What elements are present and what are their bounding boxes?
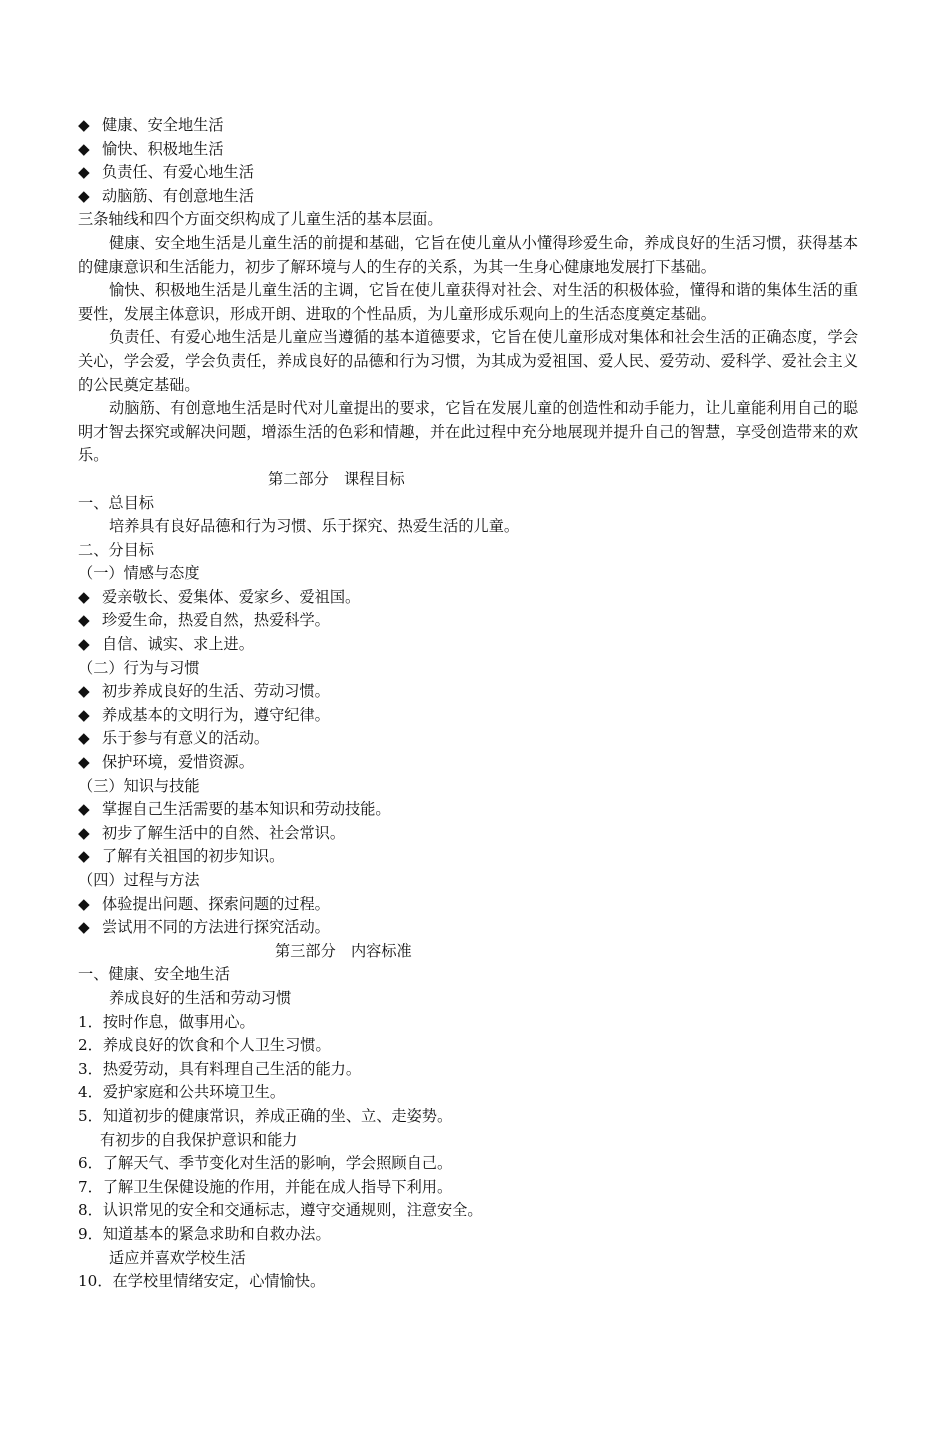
list-item-text: 保护环境，爱惜资源。 — [102, 753, 254, 772]
list-item-text: 珍爱生命，热爱自然，热爱科学。 — [102, 611, 330, 630]
diamond-bullet-icon: ◆ — [78, 635, 90, 654]
list-item — [78, 633, 858, 657]
group-label: （一）情感与态度 — [78, 564, 200, 583]
list-item-text: 掌握自己生活需要的基本知识和劳动技能。 — [102, 800, 391, 819]
numbered-item: 9．知道基本的紧急求助和自救办法。 — [78, 1224, 331, 1243]
list-item-text: 动脑筋、有创意地生活 — [102, 186, 254, 205]
list-item-text: 体验提出问题、探索问题的过程。 — [102, 894, 330, 913]
part3-title: 第三部分 内容标准 — [275, 941, 412, 960]
diamond-bullet-icon: ◆ — [78, 753, 90, 772]
goal-group-behavior — [78, 657, 858, 775]
diamond-bullet-icon: ◆ — [78, 682, 90, 701]
goal-group-knowledge — [78, 775, 858, 869]
list-item-text: 负责任、有爱心地生活 — [102, 163, 254, 182]
goal-group-process — [78, 869, 858, 940]
numbered-item: 8．认识常见的安全和交通标志，遵守交通规则，注意安全。 — [78, 1201, 483, 1220]
paragraph-creative: 动脑筋、有创意地生活是时代对儿童提出的要求，它旨在发展儿童的创造性和动手能力，让儿童能利用自己的聪明才智去探究或解决问题，增添生活的色彩和情趣，并在此过程中充分地展现并提升自己的智慧，享受创造带来的欢乐。 — [78, 399, 858, 465]
content-section-heading: 一、健康、安全地生活 — [78, 965, 230, 984]
numbered-item: 5．知道初步的健康常识，养成正确的坐、立、走姿势。 — [78, 1106, 453, 1125]
numbered-item: 6．了解天气、季节变化对生活的影响，学会照顾自己。 — [78, 1154, 453, 1173]
list-item-text: 爱亲敬长、爱集体、爱家乡、爱祖国。 — [102, 587, 361, 606]
paragraph-happy: 愉快、积极地生活是儿童生活的主调，它旨在使儿童获得对社会、对生活的积极体验，懂得和谐的集体生活的重要性，发展主体意识，形成开朗、进取的个性品质，为儿童形成乐观向上的生活态度奠定基础。 — [78, 281, 858, 323]
list-item — [78, 680, 858, 704]
numbered-item: 1．按时作息，做事用心。 — [78, 1012, 255, 1031]
diamond-bullet-icon: ◆ — [78, 847, 90, 866]
content-subheading: 养成良好的生活和劳动习惯 — [109, 988, 292, 1007]
group-label: （三）知识与技能 — [78, 776, 200, 795]
diamond-bullet-icon: ◆ — [78, 705, 90, 724]
intro-bullet-list — [78, 114, 858, 208]
list-item — [78, 916, 858, 940]
numbered-item: 10．在学校里情绪安定，心情愉快。 — [78, 1272, 326, 1291]
sub-goal-heading: 二、分目标 — [78, 540, 154, 559]
general-goal-heading: 一、总目标 — [78, 493, 154, 512]
list-item-text: 尝试用不同的方法进行探究活动。 — [102, 918, 330, 937]
list-item — [78, 893, 858, 917]
diamond-bullet-icon: ◆ — [78, 186, 90, 205]
list-item — [78, 138, 858, 162]
list-item — [78, 609, 858, 633]
list-item-text: 愉快、积极地生活 — [102, 139, 224, 158]
summary-line: 三条轴线和四个方面交织构成了儿童生活的基本层面。 — [78, 210, 443, 229]
list-item — [78, 586, 858, 610]
numbered-item: 4．爱护家庭和公共环境卫生。 — [78, 1083, 286, 1102]
diamond-bullet-icon: ◆ — [78, 918, 90, 937]
diamond-bullet-icon: ◆ — [78, 894, 90, 913]
diamond-bullet-icon: ◆ — [78, 139, 90, 158]
diamond-bullet-icon: ◆ — [78, 587, 90, 606]
paragraph-health: 健康、安全地生活是儿童生活的前提和基础，它旨在使儿童从小懂得珍爱生命，养成良好的生活习惯，获得基本的健康意识和生活能力，初步了解环境与人的生存的关系，为其一生身心健康地发展打下基础。 — [78, 233, 858, 276]
list-item — [78, 751, 858, 775]
list-item — [78, 114, 858, 138]
diamond-bullet-icon: ◆ — [78, 729, 90, 748]
list-item-text: 乐于参与有意义的活动。 — [102, 729, 270, 748]
diamond-bullet-icon: ◆ — [78, 116, 90, 134]
list-item-text: 健康、安全地生活 — [102, 116, 224, 134]
list-item-text: 初步养成良好的生活、劳动习惯。 — [102, 682, 330, 701]
group-label: （二）行为与习惯 — [78, 658, 200, 677]
content-subheading: 有初步的自我保护意识和能力 — [100, 1130, 298, 1149]
numbered-item: 3．热爱劳动，具有料理自己生活的能力。 — [78, 1059, 362, 1078]
diamond-bullet-icon: ◆ — [78, 163, 90, 182]
list-item — [78, 185, 858, 209]
numbered-item: 7．了解卫生保健设施的作用，并能在成人指导下利用。 — [78, 1177, 453, 1196]
document-body — [78, 114, 858, 1294]
list-item — [78, 727, 858, 751]
goal-group-emotion — [78, 562, 858, 656]
list-item-text: 养成基本的文明行为，遵守纪律。 — [102, 705, 330, 724]
list-item — [78, 704, 858, 728]
list-item — [78, 798, 858, 822]
list-item — [78, 161, 858, 185]
diamond-bullet-icon: ◆ — [78, 823, 90, 842]
numbered-item: 2．养成良好的饮食和个人卫生习惯。 — [78, 1036, 331, 1055]
list-item-text: 自信、诚实、求上进。 — [102, 635, 254, 654]
list-item-text: 了解有关祖国的初步知识。 — [102, 847, 285, 866]
list-item — [78, 845, 858, 869]
diamond-bullet-icon: ◆ — [78, 800, 90, 819]
part2-title: 第二部分 课程目标 — [268, 469, 405, 488]
diamond-bullet-icon: ◆ — [78, 611, 90, 630]
general-goal-text: 培养具有良好品德和行为习惯、乐于探究、热爱生活的儿童。 — [109, 517, 520, 536]
content-subheading: 适应并喜欢学校生活 — [109, 1248, 246, 1267]
list-item — [78, 822, 858, 846]
list-item-text: 初步了解生活中的自然、社会常识。 — [102, 823, 345, 842]
paragraph-responsible: 负责任、有爱心地生活是儿童应当遵循的基本道德要求，它旨在使儿童形成对集体和社会生活的正确态度，学会关心，学会爱，学会负责任，养成良好的品德和行为习惯，为其成为爱祖国、爱人民、爱劳动、爱科学、爱社会主义的公民奠定基础。 — [78, 328, 858, 394]
group-label: （四）过程与方法 — [78, 871, 200, 889]
